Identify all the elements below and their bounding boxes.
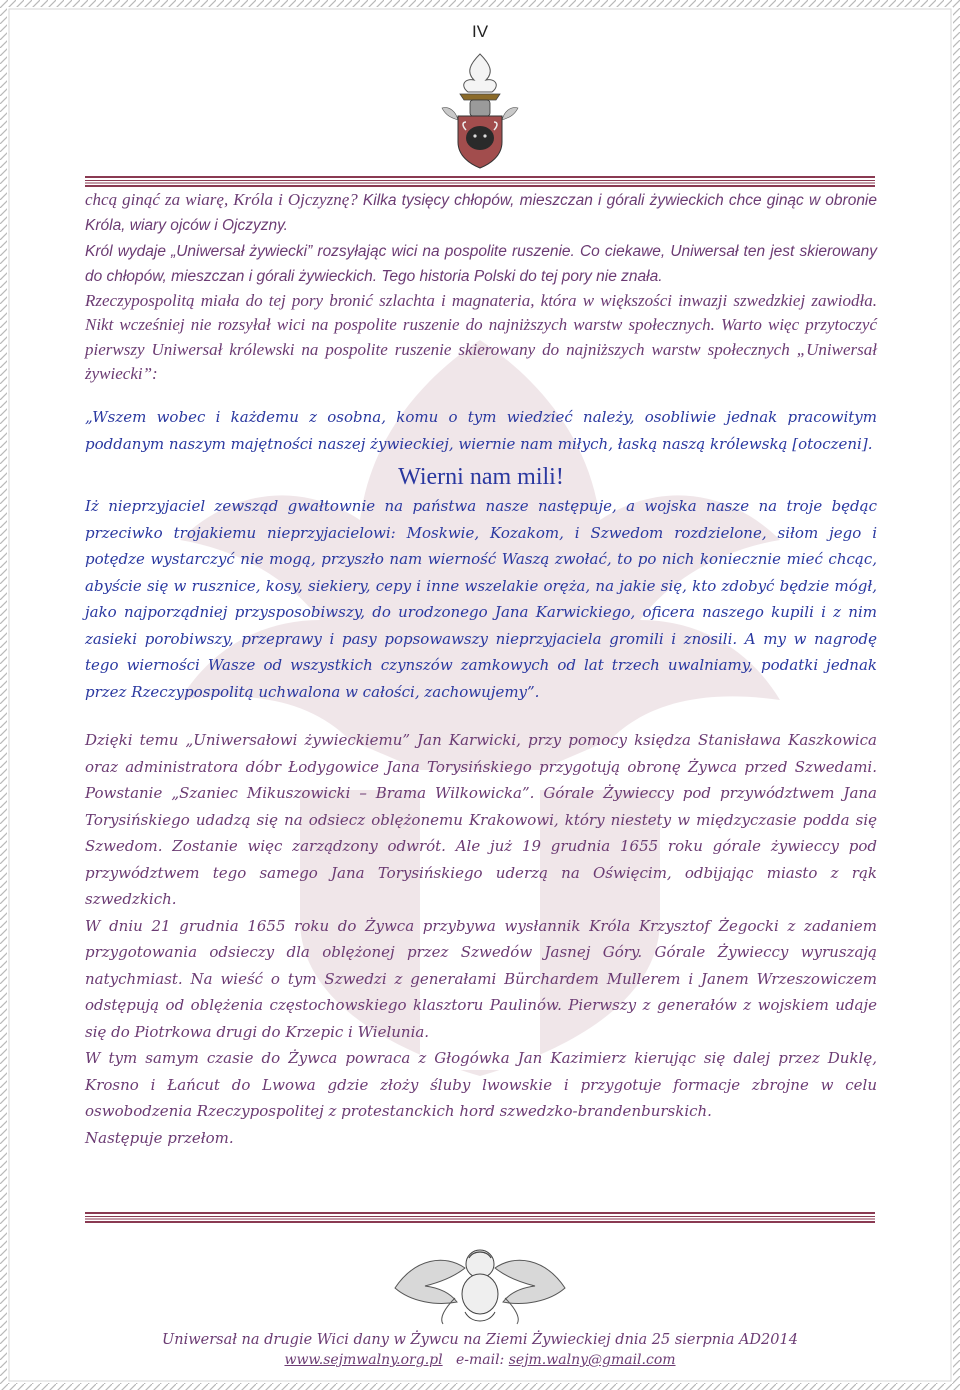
- intro-paragraph-2: [85, 239, 877, 290]
- email-label: e-mail:: [455, 1352, 505, 1368]
- top-divider: [85, 176, 875, 188]
- intro-question: chcą ginąć za wiarę, Króla i Ojczyznę?: [85, 190, 358, 209]
- intro-universal-text: Król wydaje „Uniwersał żywiecki” rozsyłając wici na pospolite ruszenie. Co ciekawe, Uniwersał ten jest skierowany do chłopów, mieszczan i górali żywieckich. Tego historia Polski do tej pory nie znała.: [85, 242, 877, 285]
- bottom-divider: [85, 1212, 875, 1224]
- universal-opening: „Wszem wobec i każdemu z osobna, komu o tym wiedzieć należy, osoblіwie jednak pracowitym poddanym naszym majętności naszej żywieckiej, wiernie nam miłych, łaską naszą królewską [otoczeni].: [85, 408, 877, 453]
- narrative-paragraph-1: Dzięki temu „Uniwersałowi żywieckiemu” Jan Karwicki, przy pomocy księdza Stanisława Kaszkowica oraz administratora dóbr Łodygowice Jana Torysińskiego przygotują obronę Żywca przed Szwedami. Powstanie „Szaniec Mikuszowicki – Brama Wilkowicka”. Górale Żywieccy pod przywództwem Jana Torysińskiego udadzą się na odsiecz oblężonemu Krakowowi, który niestety w międzyczasie podda się Szwedom. Zostanie więc zarządzony odwrót. Ale już 19 grudnia 1655 roku górale żywieccy pod przywództwem tego samego Jana Torysińskiego uderzą na Oświęcim, odbijając miasto z rąk szwedzkich.: [85, 731, 877, 909]
- narrative-paragraph-2: W dniu 21 grudnia 1655 roku do Żywca przybywa wysłannik Króla Krzysztof Żegocki z zadaniem przygotowania odsieczy dla oblężonej przez Szwedów Jasnej Góry. Górale Żywieccy wyruszają natychmiast. Na wieść o tym Szwedzi z generałami Bürchardem Mullerem i Janem Wrzeszowiczem odstępują od oblężenia częstochowskiego klasztoru Paulinów. Pierwszy z generałów z wojskiem udaje się do Piotrkowa drugi do Krzepic i Wielunia.: [85, 916, 877, 1041]
- page-content: [85, 188, 877, 1151]
- intro-paragraph-3: Rzeczypospolitą miała do tej pory bronić szlachta i magnateria, która w większości inwazji szwedzkiej zawiodła. Nikt wcześniej nie rozsyłał wici na pospolite ruszenie do najniższych warstw społecznych. Warto więc przytoczyć pierwszy Uniwersał królewski na pospolite ruszenie skierowany do najniższych warstw społecznych „Uniwersał żywiecki”:: [85, 291, 877, 384]
- email-link[interactable]: sejm.walny@gmail.com: [508, 1352, 676, 1368]
- page-number: IV: [471, 22, 489, 41]
- cherub-ornament-icon: [385, 1228, 575, 1328]
- universal-headline: Wierni nam mili!: [398, 464, 564, 491]
- narrative-paragraph-3: W tym samym czasie do Żywca powraca z Głogówka Jan Kazimierz kierując się dalej przez Duklę, Krosno i Łańcut do Lwowa gdzie złoży śluby lwowskie i przygotuje formacje zbrojne w celu oswobodzenia Rzeczypospolitej z protestanckich hord szwedzko-brandenburskich.: [85, 1049, 877, 1121]
- footer-contact: [0, 1350, 960, 1370]
- intro-paragraph-1: [85, 188, 877, 239]
- website-link[interactable]: www.sejmwalny.org.pl: [284, 1352, 443, 1368]
- universal-body: Iż nieprzyjaciel zewsząd gwałtownie na państwa nasze następuje, a wojska nasze na troje będąc przeciwko trojakiemu nieprzyjacielowi: Moskwie, Kozakom, i Szwedom rozdzielone, siłom jego i potędze wystarczyć nie mogą, przyszło nam wierność Waszą zwołać, to po nich koniecznie mieć chcąc, abyście się w rusznice, kosy, siekiery, cepy i inne wszelakie oręża, na jakie się, kto zdobyć będzie mógł, jako najporządniej przysposobiwszy, do urodzonego Jana Karwickiego, oficera naszego kupili i z nim zasieki porobiwszy, przeprawy i pasy popsowawszy nieprzyjaciela gromili i znosili. A my w nagrodę tego wierności Wasze od wszystkich czynszów zamkowych od lat trzech uwalniamy, podatki jednak przez Rzeczypospolitą uchwalona w całości, zachowujemy”.: [85, 497, 877, 701]
- intro-sentence: Kilka tysięcy chłopów, mieszczan i górali żywieckich chce ginąc w obronie Króla, wiary ojców i Ojczyzny.: [85, 192, 878, 235]
- footer-caption: Uniwersał na drugie Wici dany w Żywcu na Ziemi Żywieckiej dnia 25 sierpnia AD2014: [162, 1332, 798, 1348]
- footer: [0, 1330, 960, 1370]
- narrative-paragraph-4: Następuje przełom.: [85, 1128, 234, 1147]
- coat-of-arms-icon: [430, 50, 530, 170]
